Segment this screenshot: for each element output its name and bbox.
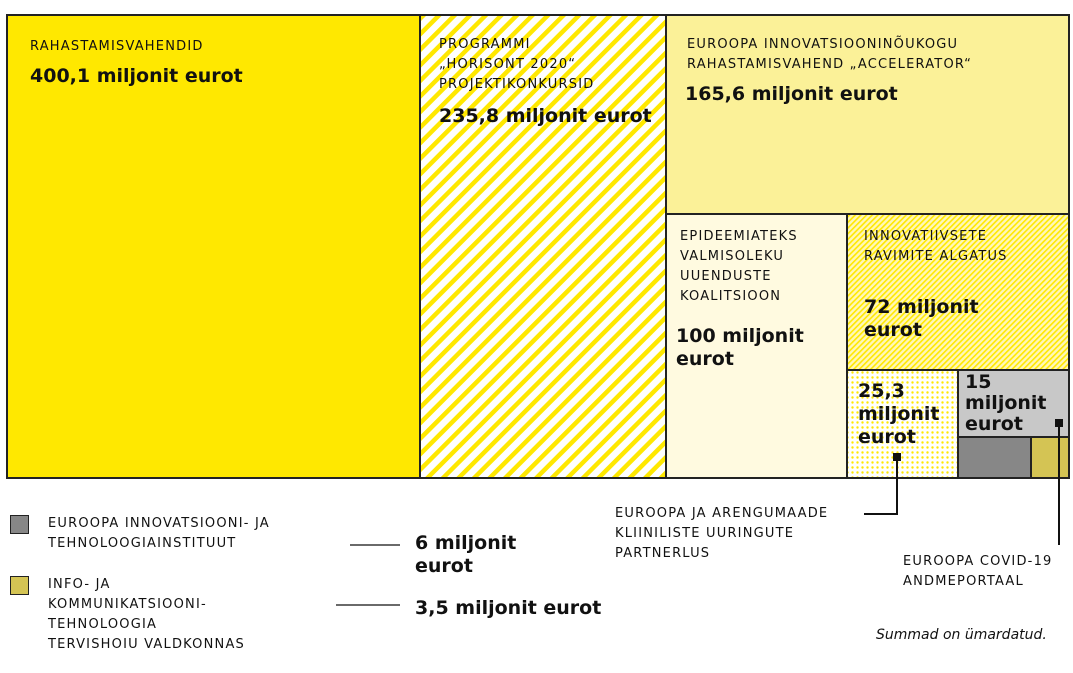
label-arengumaade-partnerlus: EUROOPA JA ARENGUMAADE KLIINILISTE UURINGUTE PARTNERLUS bbox=[615, 506, 829, 561]
legend-swatch-tehnoloogiainstituut bbox=[10, 515, 29, 534]
value-ikt-tervishoid: 3,5 miljonit eurot bbox=[415, 597, 602, 619]
value-covid19-andmeportaal: 15 miljonit eurot bbox=[965, 371, 1047, 435]
label-accelerator: EUROOPA INNOVATSIOONINÕUKOGU RAHASTAMISVAHEND „ACCELERATOR“ bbox=[687, 37, 973, 72]
value-accelerator: 165,6 miljonit eurot bbox=[685, 83, 898, 105]
label-horisont-2020: PROGRAMMI „HORISONT 2020“ PROJEKTIKONKURSID bbox=[439, 37, 595, 92]
tile-ikt-tervishoid bbox=[1031, 437, 1069, 478]
marker-covid bbox=[1055, 419, 1063, 427]
value-rahastamisvahendid: 400,1 miljonit eurot bbox=[30, 65, 243, 87]
rounding-note: Summad on ümardatud. bbox=[876, 627, 1047, 643]
tile-tehnoloogiainstituut bbox=[958, 437, 1031, 478]
value-arengumaade-partnerlus: 25,3 miljonit eurot bbox=[858, 380, 940, 448]
legend-swatch-ikt-tervishoid bbox=[10, 576, 29, 595]
marker-partnerlus bbox=[893, 453, 901, 461]
value-horisont-2020: 235,8 miljonit eurot bbox=[439, 105, 652, 127]
value-innovatiivsete-ravimite: 72 miljonit eurot bbox=[864, 296, 979, 341]
value-tehnoloogiainstituut: 6 miljonit eurot bbox=[415, 532, 517, 577]
label-rahastamisvahendid: RAHASTAMISVAHENDID bbox=[30, 39, 204, 54]
label-epideemiateks: EPIDEEMIATEKS VALMISOLEKU UUENDUSTE KOALITSIOON bbox=[680, 229, 798, 304]
label-tehnoloogiainstituut: EUROOPA INNOVATSIOONI- JA TEHNOLOOGIAINSTITUUT bbox=[48, 516, 270, 551]
value-epideemiateks: 100 miljonit eurot bbox=[676, 325, 804, 370]
label-ikt-tervishoid: INFO- JA KOMMUNIKATSIOONI- TEHNOLOOGIA TERVISHOIU VALDKONNAS bbox=[48, 577, 245, 652]
label-innovatiivsete-ravimite: INNOVATIIVSETE RAVIMITE ALGATUS bbox=[864, 229, 1008, 264]
label-covid19-andmeportaal: EUROOPA COVID-19 ANDMEPORTAAL bbox=[903, 554, 1053, 589]
